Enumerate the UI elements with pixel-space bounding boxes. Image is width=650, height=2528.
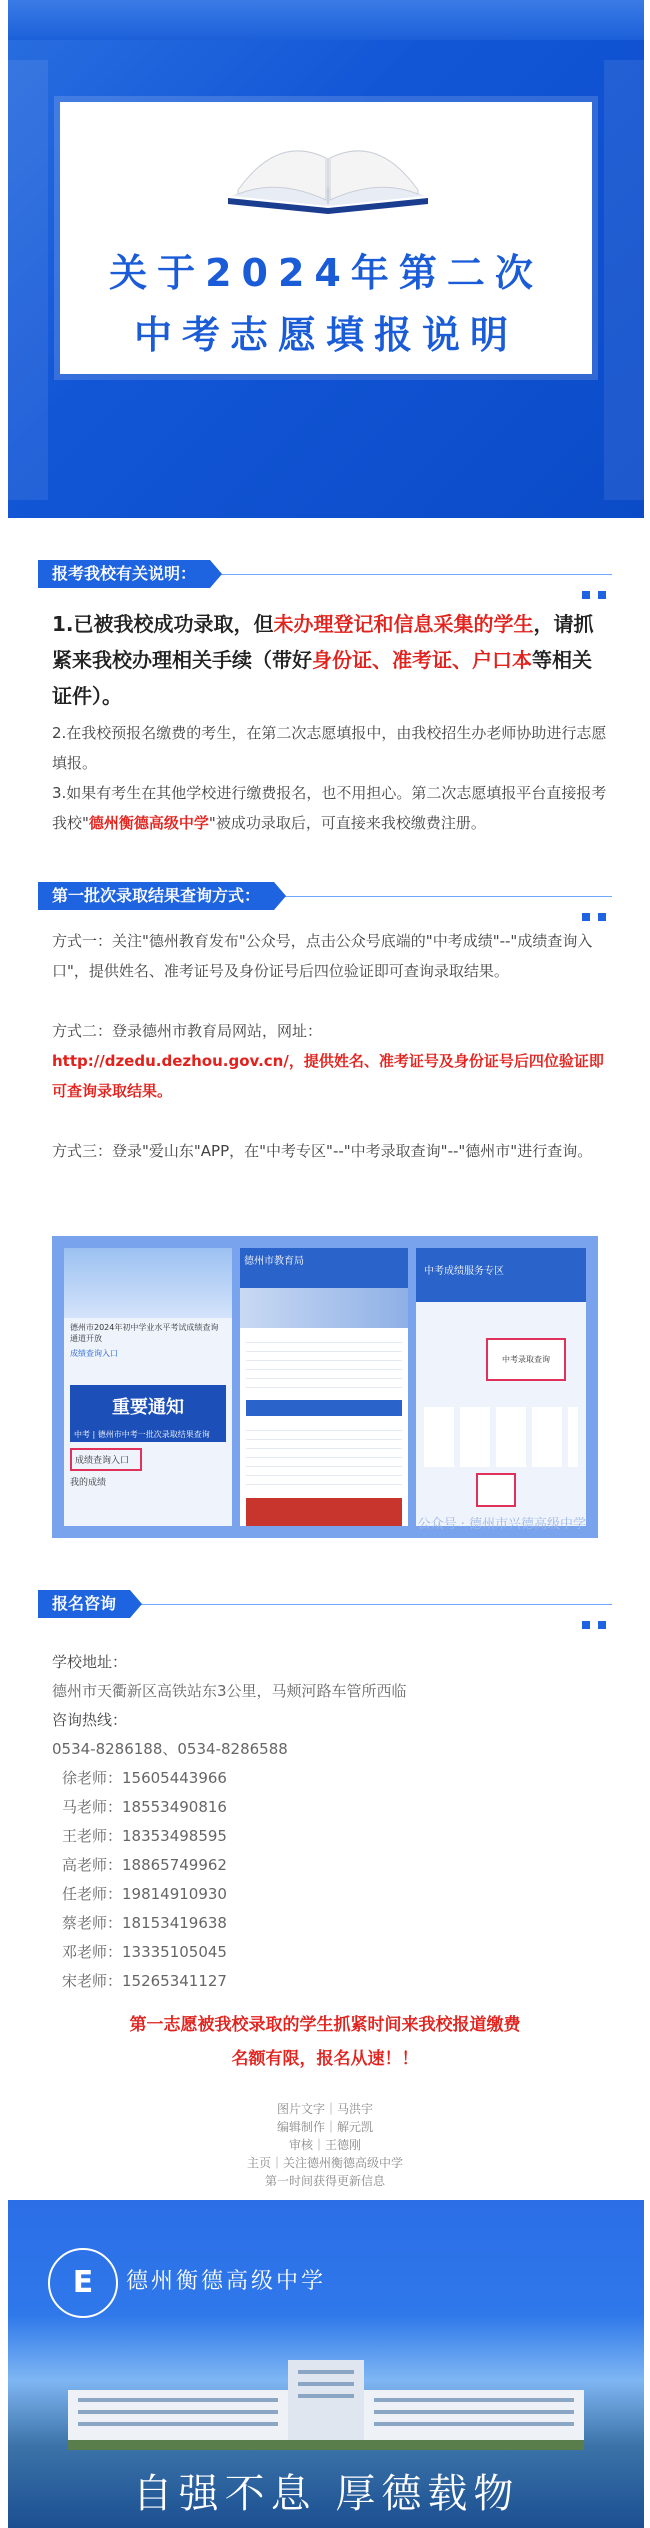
open-book-icon xyxy=(218,128,438,216)
query-methods xyxy=(52,926,608,1166)
screenshot-edu-site: 德州市教育局 xyxy=(240,1248,408,1526)
teacher-contact[interactable]: 邓老师：13335105045 xyxy=(62,1943,227,1961)
credit-homepage: 主页｜关注德州衡德高级中学 xyxy=(246,2156,403,2170)
title-card xyxy=(60,102,592,374)
note-2: 2.在我校预报名缴费的考生，在第二次志愿填报中，由我校招生办老师协助进行志愿填报。 xyxy=(52,724,607,772)
teacher-contact[interactable]: 马老师：18553490816 xyxy=(62,1798,227,1816)
credit-review: 审核｜王德刚 xyxy=(288,2138,361,2152)
credit-photo: 图片文字｜马洪宇 xyxy=(276,2102,373,2116)
teacher-contact[interactable]: 蔡老师：18153419638 xyxy=(62,1914,227,1932)
note-3: 3.如果有考生在其他学校进行缴费报名，也不用担心。第二次志愿填报平台直接报考我校"德州衡德高级中学"被成功录取后，可直接来我校缴费注册。 xyxy=(52,784,607,832)
enrollment-notice-2: 名额有限，报名从速！！ xyxy=(231,2049,419,2069)
decor-dots xyxy=(574,584,610,592)
credit-follow: 第一时间获得更新信息 xyxy=(264,2174,385,2188)
school-building-image xyxy=(68,2350,584,2450)
admission-notes xyxy=(52,606,608,838)
credits xyxy=(0,2100,650,2190)
teacher-contact[interactable]: 王老师：18353498595 xyxy=(62,1827,227,1845)
decor-dots xyxy=(574,906,610,914)
section-heading-admission: 报考我校有关说明： xyxy=(38,560,210,588)
method-2: 方式二：登录德州市教育局网站，网址： http://dzedu.dezhou.gov.cn/，提供姓名、准考证号及身份证号后四位验证即可查询录取结果。 xyxy=(52,1022,604,1100)
hotline[interactable]: 0534-8286188、0534-8286588 xyxy=(52,1740,288,1758)
important-notice: 重要通知 xyxy=(70,1385,226,1427)
edu-website-link[interactable]: http://dzedu.dezhou.gov.cn/，提供姓名、准考证号及身份证号后四位验证即可查询录取结果。 xyxy=(52,1052,604,1100)
enrollment-notice-1: 第一志愿被我校录取的学生抓紧时间来我校报道缴费 xyxy=(129,2015,521,2035)
method-3: 方式三：登录"爱山东"APP，在"中考专区"--"中考录取查询"--"德州市"进行查询。 xyxy=(52,1142,593,1160)
teacher-contact[interactable]: 徐老师：15605443966 xyxy=(62,1769,227,1787)
banner-title-line1: 关于2024年第二次 xyxy=(109,251,543,295)
contact-info xyxy=(52,1648,602,1996)
footer-image xyxy=(8,2200,644,2528)
query-screenshots xyxy=(52,1236,598,1538)
teacher-contact[interactable]: 高老师：18865749962 xyxy=(62,1856,227,1874)
header-banner xyxy=(8,0,644,518)
score-query-entry: 成绩查询入口 xyxy=(70,1448,142,1471)
banner-title-line2: 中考志愿填报说明 xyxy=(133,313,518,357)
decor-dots xyxy=(574,1614,610,1622)
section-heading-consult: 报名咨询 xyxy=(38,1590,130,1618)
school-name: 德州衡德高级中学 xyxy=(126,2269,327,2294)
screenshot-aishandong: 中考成绩服务专区 中考录取查询 xyxy=(416,1248,586,1526)
school-motto: 自强不息 厚德载物 xyxy=(132,2471,520,2517)
section-heading-query: 第一批次录取结果查询方式： xyxy=(38,882,274,910)
method-1: 方式一：关注"德州教育发布"公众号，点击公众号底端的"中考成绩"--"成绩查询入口"，提供姓名、准考证号及身份证号后四位验证即可查询录取结果。 xyxy=(52,932,593,980)
note-1: 1.已被我校成功录取，但未办理登记和信息采集的学生，请抓紧来我校办理相关手续（带好身份证、准考证、户口本等相关证件）。 xyxy=(52,612,594,708)
hotline-label: 咨询热线： xyxy=(52,1711,128,1729)
watermark: 公众号 · 德州市兴德高级中学 xyxy=(417,1517,586,1532)
address: 德州市天衢新区高铁站东3公里，马颊河路车管所西临 xyxy=(52,1682,407,1700)
credit-editor: 编辑制作｜解元凯 xyxy=(276,2120,373,2134)
teacher-contact[interactable]: 宋老师：15265341127 xyxy=(62,1972,227,1990)
teacher-contact[interactable]: 任老师：19814910930 xyxy=(62,1885,227,1903)
school-logo: E xyxy=(48,2248,118,2318)
address-label: 学校地址： xyxy=(52,1653,128,1671)
admission-query-button: 中考录取查询 xyxy=(486,1338,566,1381)
screenshot-wechat: 德州市2024年初中学业水平考试成绩查询通道开放 成绩查询入口 重要通知 中考 | 德州市中考一批次录取结果查询 成绩查询入口 我的成绩 xyxy=(64,1248,232,1526)
